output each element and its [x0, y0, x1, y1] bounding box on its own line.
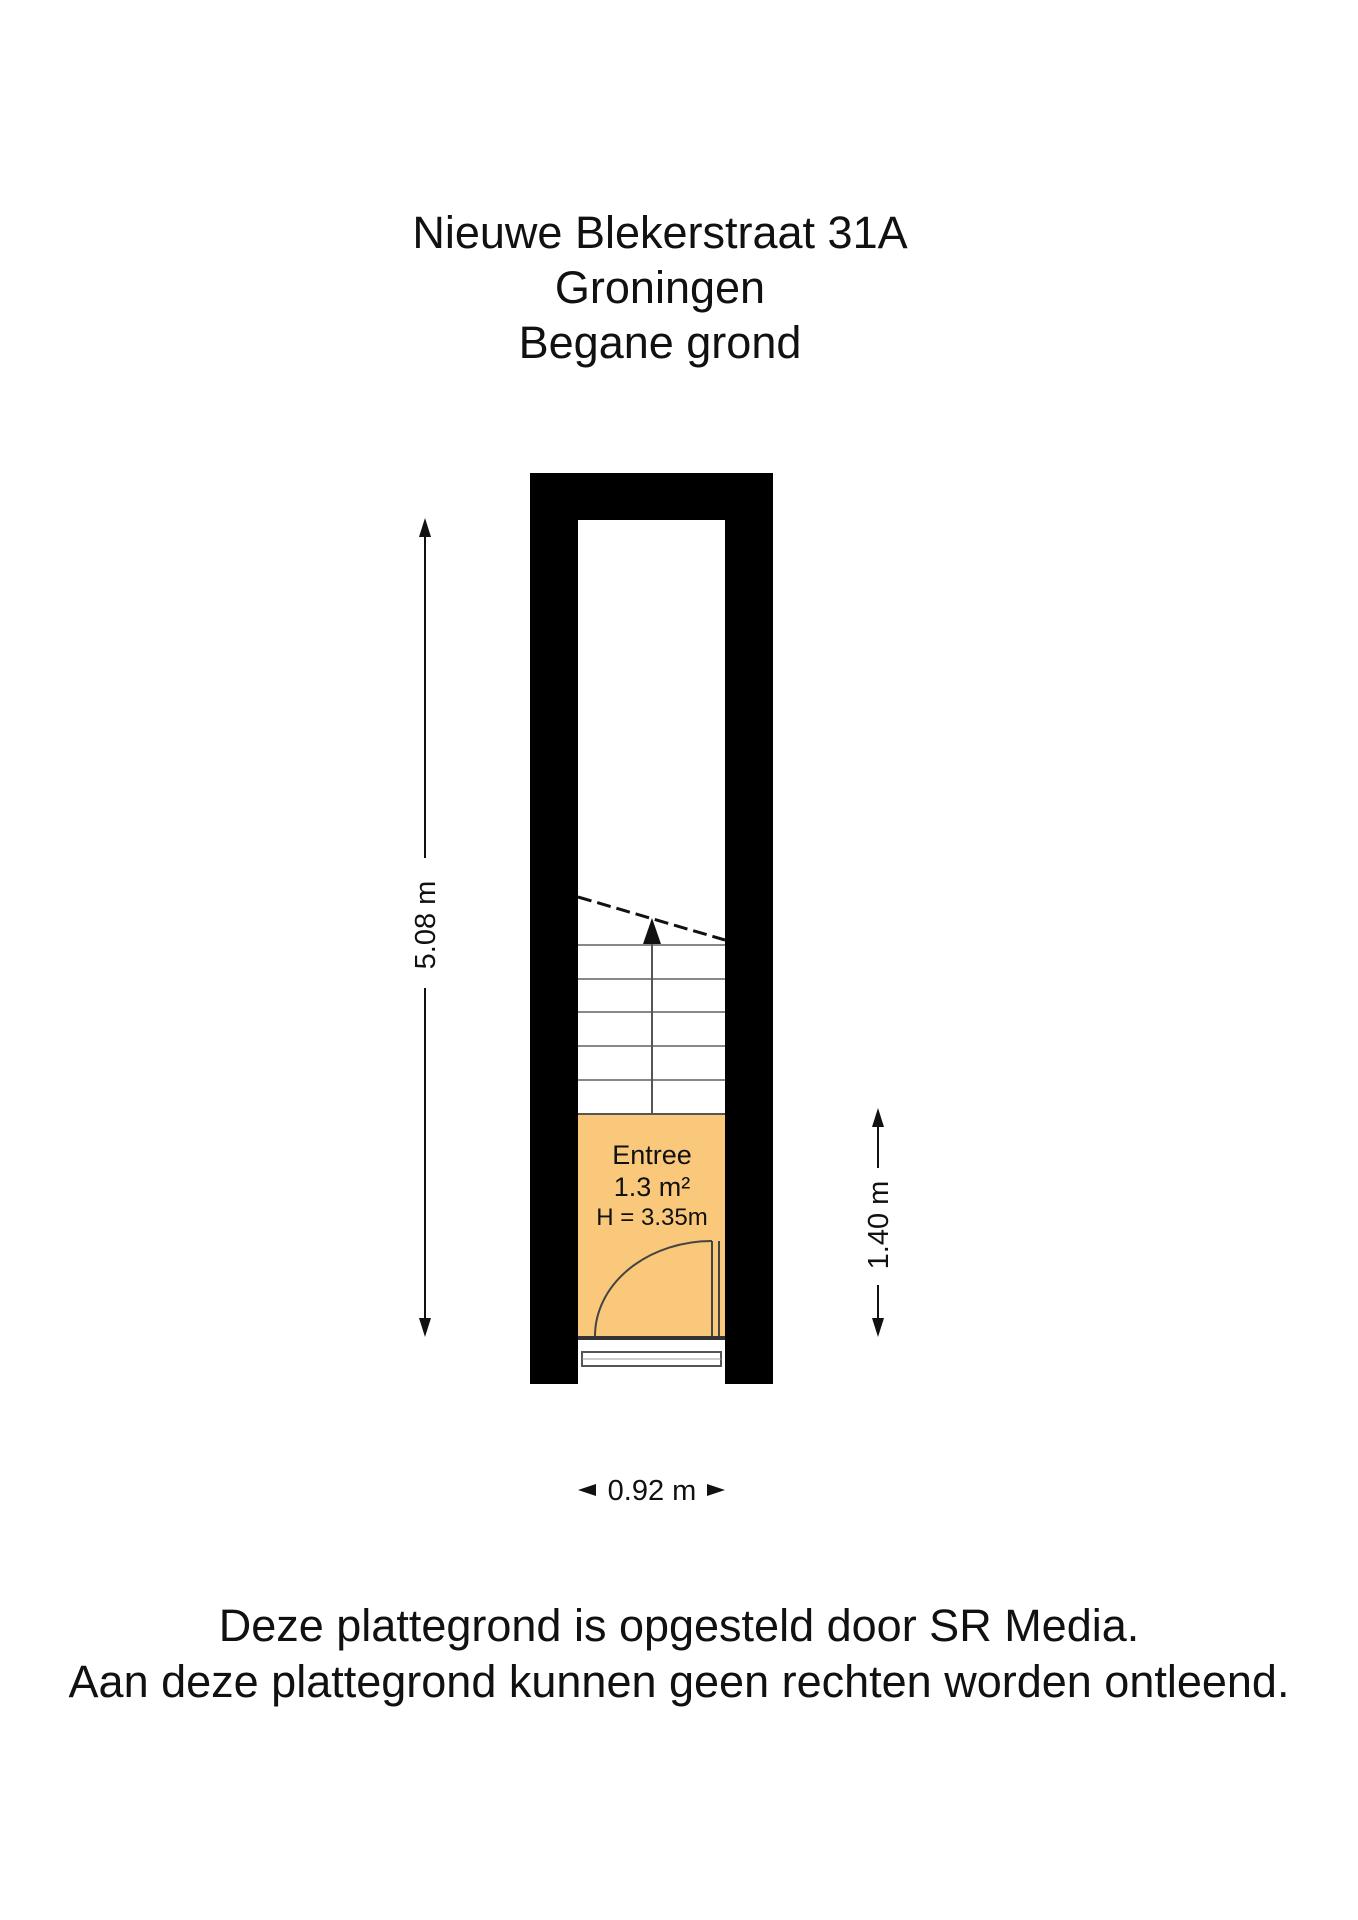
dimension-arrow-icon — [419, 1318, 431, 1337]
dimension-width — [578, 1475, 725, 1507]
staircase — [578, 942, 725, 1114]
footer-credit: Deze plattegrond is opgesteld door SR Media. — [218, 1600, 1140, 1651]
wall-left — [530, 473, 578, 1384]
dimension-arrow-icon — [872, 1108, 884, 1127]
city-title: Groningen — [554, 262, 766, 313]
window-icon — [578, 1336, 725, 1366]
room-height: H = 3.35m — [596, 1204, 708, 1231]
dimension-total-length-label: 5.08 m — [410, 880, 442, 970]
dimension-arrow-icon — [872, 1318, 884, 1337]
dimension-arrow-icon — [419, 518, 431, 537]
floor-title: Begane grond — [518, 317, 802, 368]
room-area: 1.3 m² — [613, 1172, 691, 1202]
dimension-entrance-length-label: 1.40 m — [863, 1180, 895, 1270]
dimension-arrow-icon — [707, 1484, 725, 1496]
address-title: Nieuwe Blekerstraat 31A — [412, 207, 908, 258]
dimension-entrance-length — [863, 1108, 895, 1337]
footer-disclaimer: Aan deze plattegrond kunnen geen rechten worden ontleend. — [68, 1656, 1290, 1707]
dimension-total-length — [410, 518, 442, 1337]
wall-right — [725, 473, 773, 1384]
room-name: Entree — [612, 1140, 692, 1170]
dimension-arrow-icon — [578, 1484, 596, 1496]
dimension-width-label: 0.92 m — [607, 1475, 697, 1507]
